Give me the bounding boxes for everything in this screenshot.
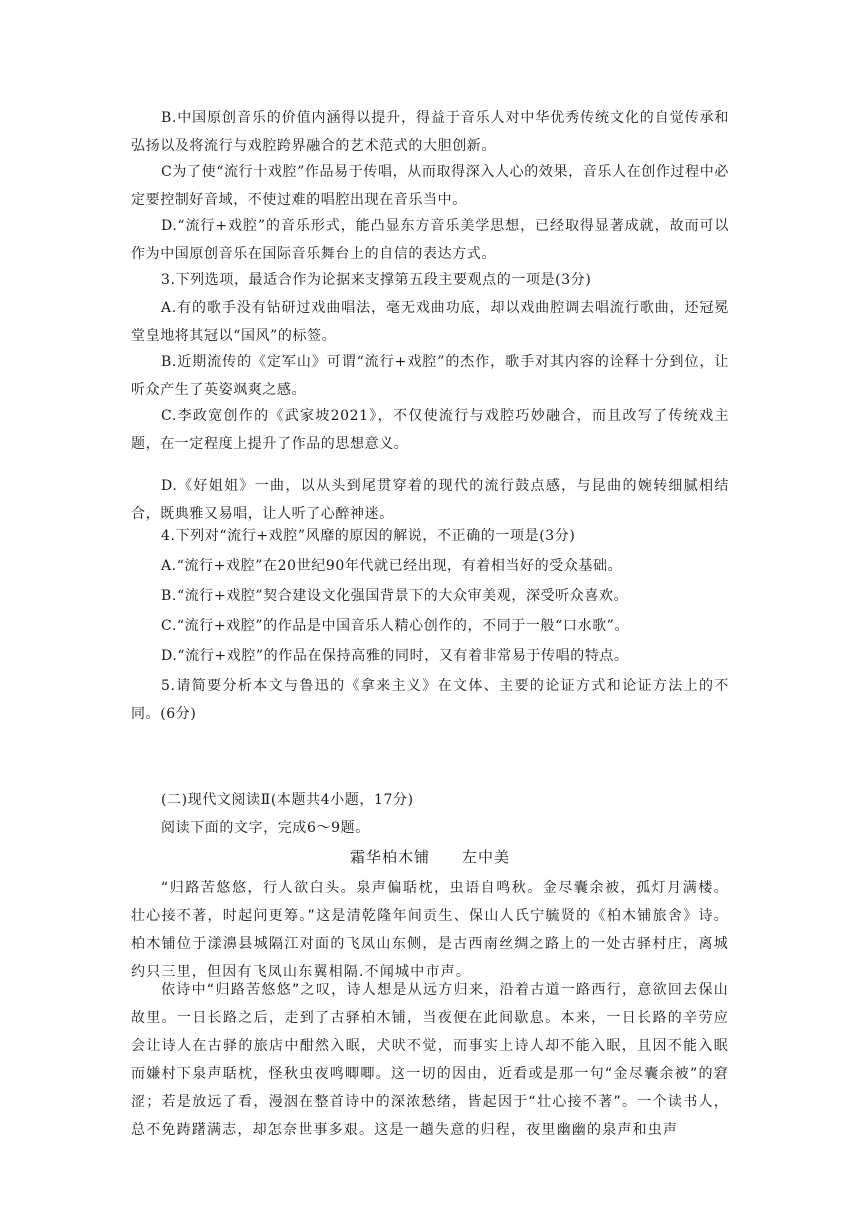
q4-stem: 4.下列对“流行+戏腔”风靡的原因的解说，不正确的一项是(3分) [161, 528, 576, 544]
q3-option-a: A.有的歌手没有钻研过戏曲唱法，毫无戏曲功底，却以戏曲腔调去唱流行歌曲，还冠冕堂皇地将其冠以“国风”的标签。 [131, 300, 729, 344]
q3-option-d: D.《好姐姐》一曲，以从头到尾贯穿着的现代的流行鼓点感，与昆曲的婉转细腻相结合，既典雅又易唱，让人听了心醉神迷。 [131, 478, 729, 522]
q4-option-d: D.“流行+戏腔”的作品在保持高雅的同时，又有着非常易于传唱的特点。 [161, 648, 629, 664]
q5-stem: 5.请简要分析本文与鲁迅的《拿来主义》在文体、主要的论证方式和论证方法上的不同。(6分) [131, 678, 729, 722]
section-heading: (二)现代文阅读Ⅱ(本题共4小题，17分) [161, 792, 414, 808]
article-paragraph-2: 依诗中“归路苦悠悠”之叹，诗人想是从远方归来，沿着古道一路西行，意欲回去保山故里。一日长路之后，走到了古驿柏木铺，当夜便在此间歇息。本来，一日长路的辛劳应会让诗人在古驿的旅店中酣然入眠，犬吠不觉，而事实上诗人却不能入眠，且因不能入眠而嫌村下泉声聒枕，怪秋虫夜鸣唧唧。这一切的因由，近看或是那一句“金尽囊余被”的窘涩；若是放远了看，漫洇在整首诗中的深浓愁绪，皆起因于“壮心接不著”。一个读书人，总不免踌躇满志，却怎奈世事多艰。这是一趟失意的归程，夜里幽幽的泉声和虫声 [131, 982, 729, 1138]
article-title: 霜华柏木铺 左中美 [349, 848, 510, 866]
article-paragraph-1: “归路苦悠悠，行人欲白头。泉声偏聒枕，虫语自鸣秋。金尽囊余被，孤灯月满楼。壮心接不著，时起问更筹。”这是清乾隆年间贡生、保山人氏宁毓贤的《柏木铺旅舍》诗。柏木铺位于漾濞县城隔江对面的飞凤山东侧，是古西南丝绸之路上的一处古驿村庄，离城约只三里，但因有飞凤山东翼相隔.不闻城中市声。 [131, 880, 729, 980]
q2-option-d: D.“流行+戏腔”的音乐形式，能凸显东方音乐美学思想，已经取得显著成就，故而可以作为中国原创音乐在国际音乐舞台上的自信的表达方式。 [131, 218, 729, 262]
q2-option-c: C为了使“流行十戏腔”作品易于传唱，从而取得深入人心的效果，音乐人在创作过程中必定要控制好音域，不使过难的唱腔出现在音乐当中。 [131, 164, 729, 208]
q4-option-b: B.“流行+戏腔”契合建设文化强国背景下的大众审美观，深受听众喜欢。 [161, 588, 629, 604]
section-instruction: 阅读下面的文字，完成6～9题。 [161, 820, 370, 836]
q3-option-b: B.近期流传的《定军山》可谓“流行+戏腔”的杰作，歌手对其内容的诠释十分到位，让听众产生了英姿飒爽之感。 [131, 354, 729, 398]
q4-option-a: A.“流行+戏腔”在20世纪90年代就已经出现，有着相当好的受众基础。 [161, 558, 623, 574]
q3-stem: 3.下列选项，最适合作为论据来支撑第五段主要观点的一项是(3分) [161, 272, 592, 288]
q3-option-c: C.李政宽创作的《武家坡2021》，不仅使流行与戏腔巧妙融合，而且改写了传统戏主题，在一定程度上提升了作品的思想意义。 [131, 408, 729, 452]
q2-option-b: B.中国原创音乐的价值内涵得以提升，得益于音乐人对中华优秀传统文化的自觉传承和弘扬以及将流行与戏腔跨界融合的艺术范式的大胆创新。 [131, 110, 729, 154]
q4-option-c: C.“流行+戏腔”的作品是中国音乐人精心创作的，不同于一般“口水歌”。 [161, 618, 630, 634]
